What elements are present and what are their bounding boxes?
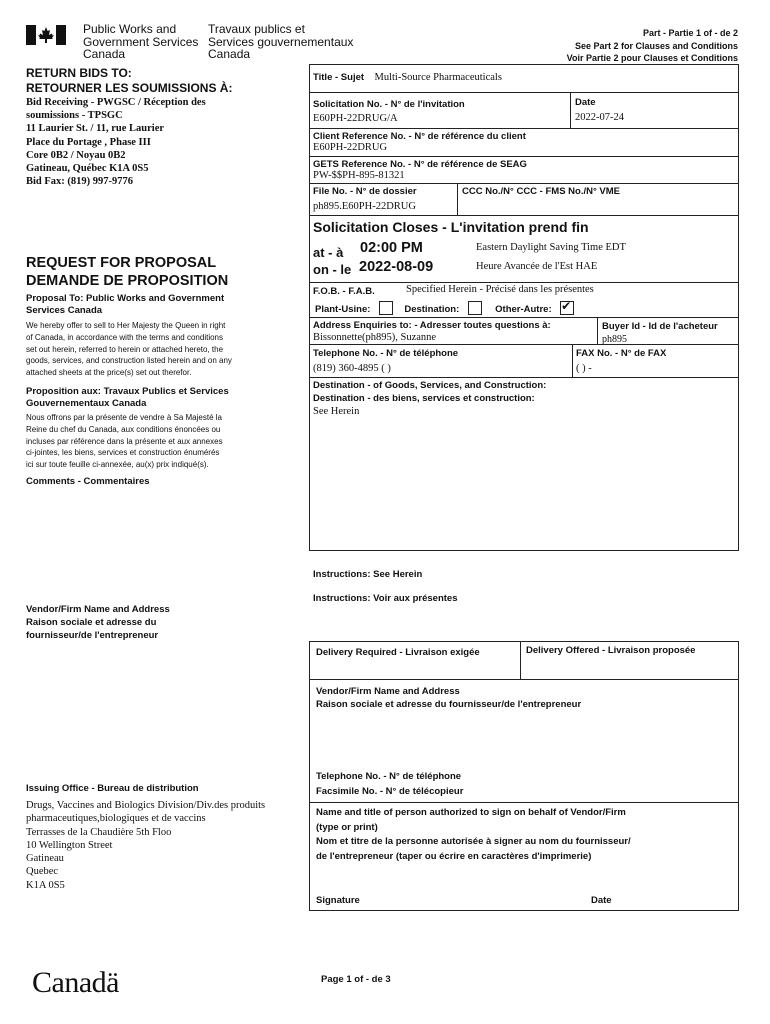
on-label: on - le	[313, 262, 352, 277]
proposal-to-label: Proposal To: Public Works and Government Services Canada	[26, 293, 225, 316]
closing-date: 2022-08-09	[359, 259, 434, 275]
canada-wordmark: Canadä	[32, 966, 119, 999]
delivery-required-label: Delivery Required - Livraison exigée	[316, 647, 480, 658]
comments-label: Comments - Commentaires	[26, 476, 150, 487]
title-value: Multi-Source Pharmaceuticals	[374, 72, 502, 83]
authorized-person-label	[316, 806, 631, 864]
title-field	[313, 67, 502, 85]
rfp-title-en: REQUEST FOR PROPOSAL	[26, 255, 217, 271]
vendor-facsimile-label: Facsimile No. - N° de télécopieur	[316, 786, 464, 797]
return-bids-address	[26, 96, 206, 188]
address-line: Place du Portage , Phase III	[26, 136, 151, 148]
org-fr-line: Canada	[208, 47, 251, 61]
proposition-text	[26, 412, 266, 471]
fax-value: ( ) -	[576, 363, 592, 374]
plant-checkbox[interactable]	[379, 301, 393, 315]
text-line: of Canada, in accordance with the terms and conditions	[26, 332, 224, 342]
solicitation-value: E60PH-22DRUG/A	[313, 113, 398, 124]
issuing-office-address	[26, 799, 265, 892]
vendor-phone-label: Telephone No. - N° de téléphone	[316, 771, 462, 782]
issuing-line: 10 Wellington Street	[26, 839, 113, 851]
address-line: Bid Receiving - PWGSC / Réception des	[26, 97, 206, 108]
other-checkbox[interactable]	[560, 298, 574, 315]
closes-label: Solicitation Closes - L'invitation prend fin	[313, 219, 589, 235]
ccc-label: CCC No./N° CCC - FMS No./N° VME	[462, 186, 621, 197]
org-name-fr	[208, 23, 353, 61]
text-line: incluses par référence dans la présente et aux annexes	[26, 436, 223, 446]
solicitation-label: Solicitation No. - N° de l'invitation	[313, 99, 465, 110]
org-fr-line: Travaux publics et	[208, 22, 305, 36]
destination-goods-label-2: Destination - des biens, services et construction:	[313, 393, 535, 404]
proposal-to-text	[26, 320, 266, 379]
text-line: set out herein, referred to herein or attached hereto, the	[26, 344, 224, 354]
text-line: Nous offrons par la présente de vendre à Sa Majesté la	[26, 413, 222, 422]
address-line: Gatineau, Québec K1A 0S5	[26, 163, 149, 175]
address-enquiries-label: Address Enquiries to: - Adresser toutes questions à:	[313, 320, 551, 331]
signature-label: Signature	[316, 895, 360, 906]
issuing-line: Gatineau	[26, 853, 64, 865]
destination-checkbox[interactable]	[468, 301, 482, 315]
rfp-title-fr: DEMANDE DE PROPOSITION	[26, 273, 229, 289]
see-part-fr: Voir Partie 2 pour Clauses et Conditions	[566, 53, 738, 63]
text-line: attached sheets at the price(s) set out therefor.	[26, 368, 192, 378]
issuing-line: Terrasses de la Chaudière 5th Floo	[26, 826, 172, 838]
telephone-value: (819) 360-4895 ( )	[313, 363, 391, 374]
delivery-offered-label: Delivery Offered - Livraison proposée	[526, 645, 696, 656]
authorized-line: (type or print)	[316, 821, 378, 833]
authorized-line: de l'entrepreneur (taper ou écrire en caractères d'imprimerie)	[316, 850, 592, 862]
instructions-fr: Instructions: Voir aux présentes	[313, 593, 458, 604]
vendor-label-line: fournisseur/de l'entrepreneur	[26, 630, 159, 641]
vendor-name-label-2: Raison sociale et adresse du fournisseur/de l'entrepreneur	[316, 699, 582, 710]
return-bids-en: RETURN BIDS TO:	[26, 66, 132, 80]
other-label: Other-Autre:	[495, 304, 552, 315]
part-line: Part - Partie 1 of - de 2	[642, 28, 738, 38]
telephone-label: Telephone No. - N° de téléphone	[313, 348, 459, 359]
fax-label: FAX No. - N° de FAX	[576, 348, 667, 359]
text-line: We hereby offer to sell to Her Majesty the Queen in right	[26, 321, 226, 330]
buyer-id-value: ph895	[602, 334, 627, 345]
destination-goods-value: See Herein	[313, 406, 360, 417]
file-value: ph895.E60PH-22DRUG	[313, 201, 416, 212]
text-line: Reine du chef du Canada, aux conditions énoncées ou	[26, 424, 221, 434]
address-enquiries-value: Bissonnette(ph895), Suzanne	[313, 332, 437, 343]
org-fr-line: Services gouvernementaux	[208, 34, 354, 49]
timezone-en: Eastern Daylight Saving Time EDT	[476, 242, 626, 253]
signature-date-label: Date	[591, 895, 612, 906]
file-label: File No. - N° de dossier	[313, 186, 417, 197]
date-value: 2022-07-24	[575, 112, 624, 123]
plant-label: Plant-Usine:	[315, 304, 371, 315]
return-bids-fr: RETOURNER LES SOUMISSIONS À:	[26, 81, 233, 95]
instructions-en: Instructions: See Herein	[313, 569, 423, 580]
rfp-title	[26, 254, 228, 290]
org-en-line: Public Works and	[83, 22, 177, 36]
address-line: Bid Fax: (819) 997-9776	[26, 176, 134, 188]
page-number: Page 1 of - de 3	[321, 974, 391, 985]
destination-goods-label-1: Destination - of Goods, Services, and Construction:	[313, 380, 547, 391]
vendor-label-line: Vendor/Firm Name and Address	[26, 604, 170, 615]
closing-time: 02:00 PM	[360, 240, 423, 256]
see-part-en: See Part 2 for Clauses and Conditions	[574, 40, 738, 51]
org-name-en	[83, 23, 198, 61]
gets-value: PW-$$PH-895-81321	[313, 170, 405, 181]
address-line: Core 0B2 / Noyau 0B2	[26, 149, 126, 161]
issuing-line: pharmaceutiques,biologiques et de vaccins	[26, 813, 206, 825]
vendor-label-line: Raison sociale et adresse du	[26, 617, 157, 628]
date-label: Date	[575, 97, 596, 108]
issuing-line: K1A 0S5	[26, 879, 65, 891]
fob-value: Specified Herein - Précisé dans les présentes	[406, 284, 594, 295]
buyer-id-label: Buyer Id - Id de l'acheteur	[602, 321, 718, 332]
issuing-line: Quebec	[26, 866, 59, 878]
text-line: ici sur toute feuille ci-annexée, au(x) prix indiqué(s).	[26, 460, 209, 470]
client-ref-label: Client Reference No. - N° de référence du client	[313, 131, 526, 142]
authorized-line: Nom et titre de la personne autorisée à signer au nom du fournisseur/	[316, 836, 631, 847]
part-info	[567, 27, 738, 65]
proposition-label: Proposition aux: Travaux Publics et Services Gouvernementaux Canada	[26, 386, 229, 409]
address-line: 11 Laurier St. / 11, rue Laurier	[26, 123, 165, 135]
text-line: goods, services, and construction listed herein and on any	[26, 356, 232, 366]
org-en-line: Government Services	[83, 34, 199, 49]
client-ref-value: E60PH-22DRUG	[313, 142, 388, 153]
canada-flag-logo	[26, 25, 66, 45]
gets-label: GETS Reference No. - N° de référence de SEAG	[313, 159, 527, 170]
fob-options	[315, 299, 574, 317]
vendor-left-label	[26, 603, 170, 642]
vendor-name-label-1: Vendor/Firm Name and Address	[316, 686, 460, 697]
timezone-fr: Heure Avancée de l'Est HAE	[476, 261, 598, 272]
fob-label: F.O.B. - F.A.B.	[313, 286, 375, 297]
org-en-line: Canada	[83, 47, 126, 61]
issuing-office-label: Issuing Office - Bureau de distribution	[26, 783, 199, 794]
at-label: at - à	[313, 245, 344, 260]
text-line: ci-jointes, les biens, services et construction énumérés	[26, 448, 220, 458]
return-bids-title	[26, 66, 232, 96]
title-label: Title - Sujet	[313, 72, 365, 83]
address-line: soumissions - TPSGC	[26, 110, 123, 122]
destination-label: Destination:	[404, 304, 460, 315]
authorized-line: Name and title of person authorized to sign on behalf of Vendor/Firm	[316, 807, 626, 818]
check-mark-icon: ✔	[561, 298, 572, 313]
issuing-line: Drugs, Vaccines and Biologics Division/Div.des produits	[26, 800, 266, 811]
